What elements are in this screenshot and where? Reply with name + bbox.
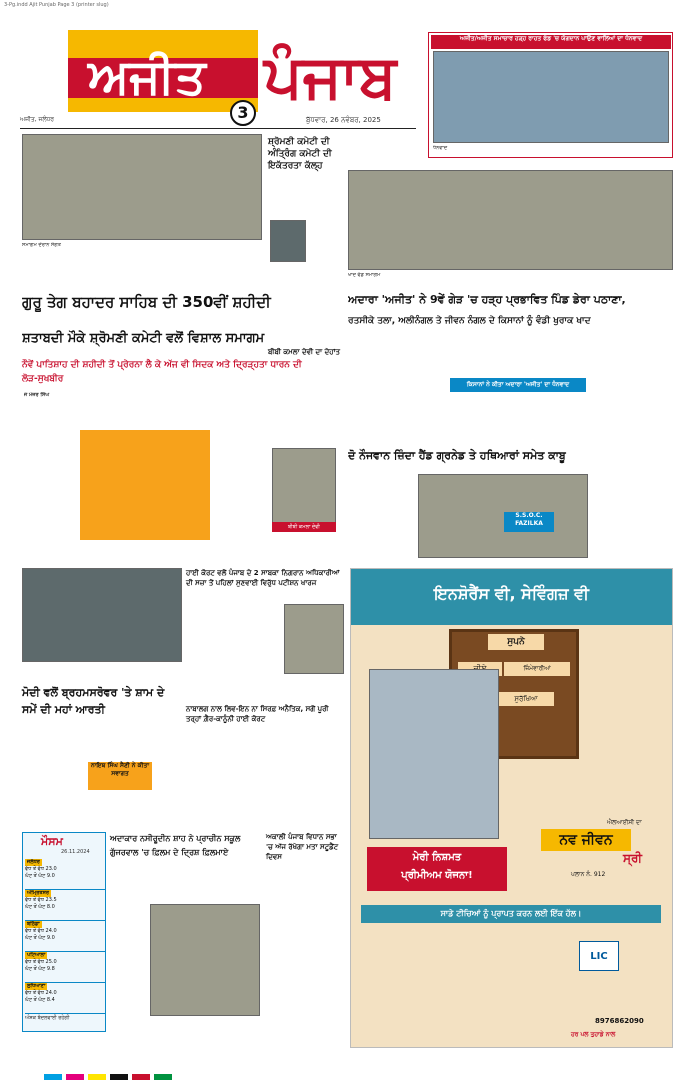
masthead-date: ਬੁੱਧਵਾਰ, 26 ਨਵੰਬਰ, 2025	[306, 116, 381, 124]
weather-title: ਮੌਸਮ	[41, 835, 63, 848]
relief-banner-photo	[433, 51, 669, 143]
weather-min: ਘੱਟ ਤੋਂ ਘੱਟ 8.0	[25, 904, 55, 910]
weather-max: ਵੱਧ ਤੋਂ ਵੱਧ 25.0	[25, 959, 57, 965]
minor-body	[186, 738, 346, 828]
minor-headline: ਨਾਬਾਲਗ ਨਾਲ ਲਿਵ-ਇਨ ਨਾ ਸਿਰਫ਼ ਅਨੈਤਿਕ, ਸਗੋਂ ਪੂਰੀ ਤਰ੍ਹਾਂ ਗ਼ੈਰ-ਕਾਨੂੰਨੀ ਹਾਈ ਕੋਰਟ	[186, 705, 329, 723]
shelf-label-safety: ਸੁਰੱਖਿਆ	[498, 692, 554, 706]
color-swatch	[110, 1074, 128, 1080]
weather-row	[25, 983, 105, 1014]
shelf-label-dreams: ਸੁਪਨੇ	[488, 634, 544, 650]
masthead	[20, 30, 411, 126]
weather-row	[25, 921, 105, 952]
modi-callout: ਨਾਇਬ ਸਿੰਘ ਸੈਣੀ ਨੇ ਕੀਤਾ ਸਵਾਗਤ	[88, 762, 152, 790]
masthead-title-left: ਅਜੀਤ	[88, 49, 206, 105]
modi-headline: ਮੋਦੀ ਵਲੋਂ ਬ੍ਰਹਮਸਰੋਵਰ 'ਤੇ ਸ਼ਾਮ ਦੇ ਸਮੇਂ ਦੀ ਮਹਾਂ ਆਰਤੀ	[22, 686, 165, 716]
lic-footer: ਹਰ ਪਲ ਤੁਹਾਡੇ ਨਾਲ	[571, 1031, 616, 1038]
kamala-headline: ਬੀਬੀ ਕਮਲਾ ਦੇਵੀ ਦਾ ਦੇਹਾਂਤ	[268, 348, 340, 356]
printer-slug: 3-Pg.indd Ajit Punjab Page 3 (printer slug)	[4, 2, 109, 8]
lic-phone: 8976862090	[595, 1017, 644, 1025]
color-swatch	[88, 1074, 106, 1080]
lic-brand: LIC	[579, 941, 619, 971]
weather-city: ਬਠਿੰਡਾ	[27, 921, 40, 927]
grenade-badge: S.S.O.C. FAZILKA	[504, 512, 554, 532]
lic-plan-name: ਨਵ ਜੀਵਨ	[541, 829, 631, 851]
sgpc-small-text	[268, 190, 344, 210]
color-swatch	[154, 1074, 172, 1080]
guru-headline-1: ਗੁਰੂ ਤੇਗ ਬਹਾਦਰ ਸਾਹਿਬ ਦੀ 350ਵੀਂ ਸ਼ਹੀਦੀ	[22, 293, 271, 311]
grenade-photo	[418, 474, 588, 558]
lic-family-photo	[369, 669, 499, 839]
weather-date: 26.11.2024	[61, 849, 90, 855]
ajit-relief-headline-1: ਅਦਾਰਾ 'ਅਜੀਤ' ਨੇ 9ਵੇਂ ਗੇੜ 'ਚ ਹੜ੍ਹ ਪ੍ਰਭਾਵਿਤ ਪਿੰਡ ਡੇਰਾ ਪਠਾਣਾ,	[348, 293, 626, 306]
sgpc-portrait	[270, 220, 306, 262]
high-court-headline: ਹਾਈ ਕੋਰਟ ਵਲੋਂ ਪੰਜਾਬ ਦੇ 2 ਸਾਬਕਾ ਨਿਗਰਾਨ ਅਧਿਕਾਰੀਆਂ ਦੀ ਸਜ਼ਾ ਤੋਂ ਪਹਿਲਾਂ ਸੁਣਵਾਈ ਵਿਰੁੱਧ ਪਟੀਸ਼ਨ ਖਾਰਜ	[186, 569, 340, 587]
guru-headline-2: ਸ਼ਤਾਬਦੀ ਮੌਕੇ ਸ਼੍ਰੋਮਣੀ ਕਮੇਟੀ ਵਲੋਂ ਵਿਸ਼ਾਲ ਸਮਾਗਮ	[22, 331, 265, 346]
weather-city: ਜਲੰਧਰ	[27, 859, 40, 865]
lic-plan-label: ਐਲਆਈਸੀ ਦਾ	[607, 819, 642, 826]
grenade-text-right	[594, 474, 673, 564]
color-registration-bar	[44, 1074, 644, 1080]
guru-byline: ਜੋ ਮੇਜਰ ਸਿੰਘ	[24, 392, 50, 398]
grenade-headline: ਦੋ ਨੌਜਵਾਨ ਜ਼ਿੰਦਾ ਹੈਂਡ ਗ੍ਰਨੇਡ ਤੇ ਹਥਿਆਰਾਂ ਸਮੇਤ ਕਾਬੂ	[348, 449, 566, 462]
shelf-label-duties: ਜ਼ਿੰਮੇਵਾਰੀਆਂ	[504, 662, 570, 676]
guru-subhead: ਨੌਵੇਂ ਪਾਤਿਸ਼ਾਹ ਦੀ ਸ਼ਹੀਦੀ ਤੋਂ ਪ੍ਰੇਰਨਾ ਲੈ ਕੇ ਅੱਜ ਵੀ ਸਿਦਕ ਅਤੇ ਦ੍ਰਿੜ੍ਹਤਾ ਧਾਰਨ ਦੀ ਲੋੜ-ਸੁਖਬੀਰ	[22, 360, 302, 384]
kamala-photo	[272, 448, 336, 530]
masthead-location: ਅਜੀਤ, ਜਲੰਧਰ	[20, 116, 55, 123]
relief-banner-title: ਅਜੀਤ/ਅਜੀਤ ਸਮਾਚਾਰ ਹੜ੍ਹ ਰਾਹਤ ਫੰਡ 'ਚ ਯੋਗਦਾਨ ਪਾਉਣ ਵਾਲਿਆਂ ਦਾ ਧੰਨਵਾਦ	[431, 35, 671, 49]
lic-tagline-2: ਪ੍ਰੀਮੀਅਮ ਯੋਜਨਾ!	[401, 870, 473, 881]
shah-body	[110, 878, 262, 898]
ajit-relief-photo	[348, 170, 673, 270]
weather-max: ਵੱਧ ਤੋਂ ਵੱਧ 24.0	[25, 990, 57, 996]
relief-banner-caption: ਧੰਨਵਾਦ	[433, 145, 448, 151]
masthead-rule	[20, 128, 416, 129]
high-court-photo	[284, 604, 344, 674]
weather-rows	[25, 859, 105, 1011]
guru-event-photo	[22, 134, 262, 240]
lic-cta: ਸਾਡੇ ਟੀਚਿਆਂ ਨੂੰ ਪ੍ਰਾਪਤ ਕਰਨ ਲਈ ਇੱਕ ਹੱਲ।	[361, 905, 661, 923]
ajit-relief-highlight: ਕਿਸਾਨਾਂ ਨੇ ਕੀਤਾ ਅਦਾਰਾ 'ਅਜੀਤ' ਦਾ ਧੰਨਵਾਦ	[450, 378, 586, 392]
kamala-photo-caption: ਬੀਬੀ ਕਮਲਾ ਦੇਵੀ	[272, 522, 336, 532]
shah-headline: ਅਦਾਕਾਰ ਨਸੀਰੂਦੀਨ ਸ਼ਾਹ ਨੇ ਪ੍ਰਾਚੀਨ ਸਕੂਲ ਗੁੱਜਰਵਾਲ 'ਚ ਫ਼ਿਲਮ ਦੇ ਦ੍ਰਿਸ਼ ਫ਼ਿਲਮਾਏ	[110, 834, 241, 857]
lic-tagline-1: ਮੇਰੀ ਨਿਸ਼ਮਤ	[412, 852, 462, 863]
weather-city: ਲੁਧਿਆਣਾ	[27, 983, 46, 989]
kamala-story	[266, 344, 346, 544]
weather-row	[25, 859, 105, 890]
lic-ad	[350, 568, 673, 1048]
lic-plan-logo	[511, 819, 661, 899]
grenade-text-left	[348, 474, 416, 564]
weather-row	[25, 890, 105, 921]
assembly-headline: ਅਕਾਲੀ ਪੰਜਾਬ ਵਿਧਾਨ ਸਭਾ 'ਚ ਅੱਜ ਰੱਖੇਗਾ ਮਤਾ ਸਟੂਡੈਂਟ ਦਿਵਸ	[266, 833, 339, 861]
modi-photo-caption	[22, 664, 182, 676]
weather-max: ਵੱਧ ਤੋਂ ਵੱਧ 23.5	[25, 897, 57, 903]
sgpc-small-story	[266, 134, 346, 286]
weather-min: ਘੱਟ ਤੋਂ ਘੱਟ 8.4	[25, 997, 55, 1003]
page-number: 3	[230, 100, 256, 126]
color-swatch	[132, 1074, 150, 1080]
lic-plan-sub: ਸ੍ਰੀ	[623, 851, 643, 865]
masthead-left-block	[68, 30, 258, 112]
modi-photo	[22, 568, 182, 662]
shah-caption	[150, 1018, 260, 1030]
color-swatch	[44, 1074, 62, 1080]
shah-photo	[150, 904, 260, 1016]
weather-row	[25, 952, 105, 983]
weather-min: ਘੱਟ ਤੋਂ ਘੱਟ 9.0	[25, 935, 55, 941]
ajit-relief-caption: ਖਾਦ ਵੰਡ ਸਮਾਗਮ	[348, 272, 381, 278]
weather-min: ਘੱਟ ਤੋਂ ਘੱਟ 9.8	[25, 966, 55, 972]
kamala-text	[268, 370, 344, 460]
masthead-title-right: ਪੰਜਾਬ	[264, 42, 397, 112]
relief-banner	[428, 32, 673, 158]
weather-max: ਵੱਧ ਤੋਂ ਵੱਧ 23.0	[25, 866, 57, 872]
assembly-body	[266, 874, 346, 1030]
weather-max: ਵੱਧ ਤੋਂ ਵੱਧ 24.0	[25, 928, 57, 934]
lic-ad-headline: ਇਨਸ਼ੋਰੈਂਸ ਵੀ, ਸੇਵਿੰਗਜ਼ ਵੀ	[434, 584, 589, 603]
guru-quote-box	[80, 430, 210, 540]
guru-photo-caption: ਸਮਾਗਮ ਦੌਰਾਨ ਸੰਗਤ	[22, 242, 61, 248]
lic-tagline-box	[367, 847, 507, 891]
weather-footer: ਅੰਸ਼ਕ ਬੱਦਲਵਾਈ ਰਹੇਗੀ	[25, 1015, 70, 1021]
weather-city: ਪਟਿਆਲਾ	[27, 952, 46, 958]
color-swatch	[66, 1074, 84, 1080]
ajit-relief-headline-2: ਰਤਸੀਕੇ ਤਲਾ, ਅਲੀਨੰਗਲ ਤੇ ਜੀਵਨ ਨੰਗਲ ਦੇ ਕਿਸਾਨਾਂ ਨੂੰ ਵੰਡੀ ਖੁਰਾਕ ਖਾਦ	[348, 316, 591, 326]
sgpc-small-headline: ਸ਼੍ਰੋਮਣੀ ਕਮੇਟੀ ਦੀ ਅੰਤ੍ਰਿੰਗ ਕਮੇਟੀ ਦੀ ਇਕੱਤਰਤਾ ਕੱਲ੍ਹ	[268, 137, 332, 171]
lic-benefits	[371, 931, 571, 991]
lic-plan-no: ਪਲਾਨ ਨੰ. 912	[571, 871, 606, 878]
weather-box	[22, 832, 106, 1032]
weather-city: ਅੰਮ੍ਰਿਤਸਰ	[27, 890, 49, 896]
guru-body-mid	[210, 404, 262, 544]
weather-min: ਘੱਟ ਤੋਂ ਘੱਟ 9.0	[25, 873, 55, 879]
